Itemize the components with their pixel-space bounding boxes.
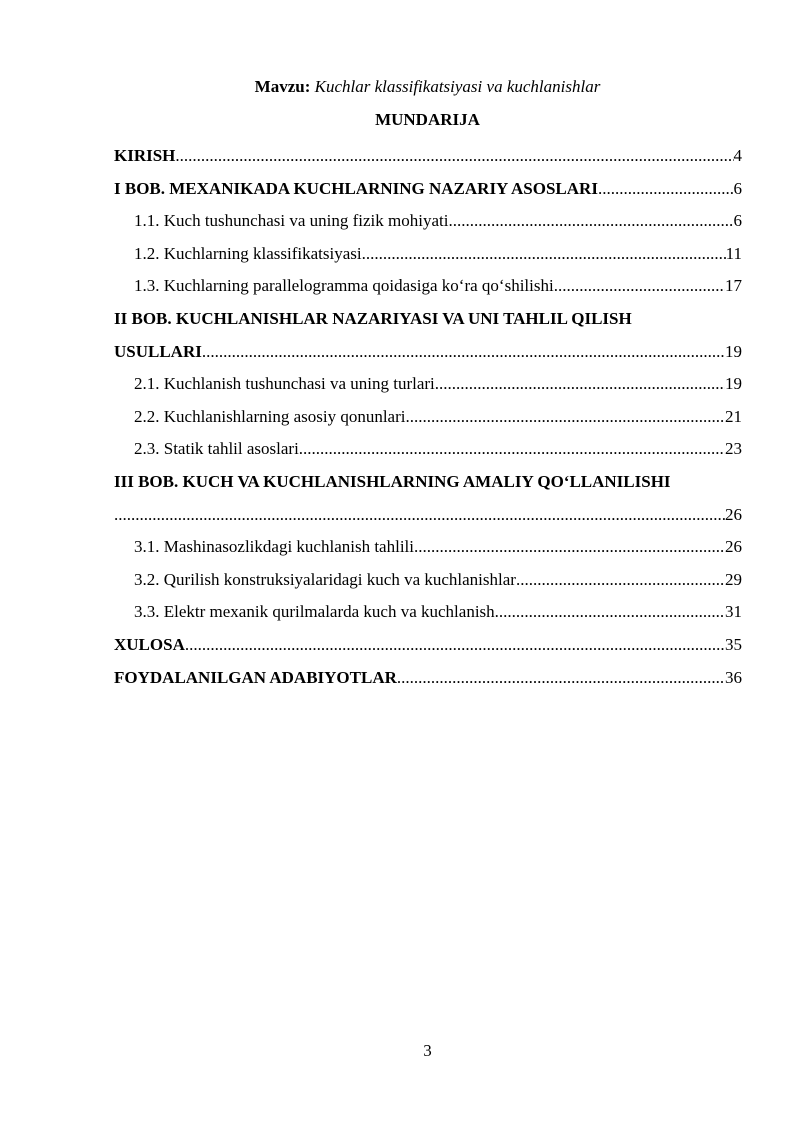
toc-entry-adabiyotlar[interactable]: [114, 662, 742, 695]
toc-entry-section-3-2[interactable]: [114, 564, 742, 597]
toc-entry-label: I BOB. MEXANIKADA KUCHLARNING NAZARIY ASOSLARI: [114, 178, 598, 198]
toc-entry-chapter-2[interactable]: [114, 336, 742, 369]
toc-dot-leader: [202, 336, 725, 369]
toc-entry-page: 17: [725, 276, 742, 296]
toc-entry-section-1-3[interactable]: [114, 270, 742, 303]
toc-dot-leader: [397, 662, 725, 695]
toc-entry-page: 21: [725, 406, 742, 426]
toc-entry-section-2-1[interactable]: [114, 368, 742, 401]
toc-entry-page: 11: [725, 243, 742, 263]
toc-entry-label: 1.2. Kuchlarning klassifikatsiyasi: [134, 243, 362, 263]
toc-dot-leader: [516, 564, 725, 597]
toc-entry-chapter-1[interactable]: [114, 173, 742, 206]
toc-entry-label: 2.3. Statik tahlil asoslari: [134, 439, 299, 459]
toc-entry-label: 2.2. Kuchlanishlarning asosiy qonunlari: [134, 406, 406, 426]
toc-dot-leader: [362, 238, 726, 271]
toc-entry-chapter-2-line-1[interactable]: [114, 303, 742, 336]
toc-dot-leader: [299, 433, 725, 466]
toc-entry-page: 31: [725, 602, 742, 622]
toc-entry-page: 36: [725, 667, 742, 687]
toc-entry-page: 19: [725, 374, 742, 394]
toc-entry-label: 3.3. Elektr mexanik qurilmalarda kuch va kuchlanish: [134, 602, 495, 622]
toc-entry-label: 2.1. Kuchlanish tushunchasi va uning turlari: [134, 374, 435, 394]
toc-dot-leader: [598, 173, 734, 206]
toc-dot-leader: [448, 205, 733, 238]
toc-dot-leader: [185, 629, 725, 662]
toc-entry-chapter-3-line-1[interactable]: [114, 466, 742, 499]
table-of-contents: [114, 140, 742, 694]
toc-dot-leader: [414, 531, 725, 564]
toc-entry-page: 23: [725, 439, 742, 459]
toc-entry-xulosa[interactable]: [114, 629, 742, 662]
page-number: 3: [423, 1041, 432, 1060]
document-topic: [0, 76, 800, 98]
toc-dot-leader: [175, 140, 733, 173]
toc-entry-page: 6: [733, 178, 742, 198]
toc-dot-leader: [406, 401, 726, 434]
toc-entry-section-1-2[interactable]: [114, 238, 742, 271]
toc-entry-label: USULLARI: [114, 341, 202, 361]
toc-entry-kirish[interactable]: [114, 140, 742, 173]
toc-entry-label: 1.3. Kuchlarning parallelogramma qoidasiga ko‘ra qo‘shilishi: [134, 276, 554, 296]
toc-entry-label: XULOSA: [114, 634, 185, 654]
toc-dot-leader: [114, 499, 725, 532]
toc-entry-label: III BOB. KUCH VA KUCHLANISHLARNING AMALIY QO‘LLANILISHI: [114, 471, 671, 491]
toc-dot-leader: [495, 596, 725, 629]
toc-entry-page: 19: [725, 341, 742, 361]
toc-dot-leader: [435, 368, 725, 401]
toc-entry-label: 3.1. Mashinasozlikdagi kuchlanish tahlili: [134, 537, 414, 557]
toc-entry-page: 6: [733, 211, 742, 231]
toc-entry-label: KIRISH: [114, 146, 176, 165]
toc-entry-page: 35: [725, 634, 742, 654]
topic-prefix: Mavzu:: [254, 77, 311, 96]
toc-heading: MUNDARIJA: [375, 110, 480, 129]
toc-entry-label: FOYDALANILGAN ADABIYOTLAR: [114, 667, 397, 687]
toc-entry-section-1-1[interactable]: [114, 205, 742, 238]
toc-entry-chapter-3[interactable]: [114, 499, 742, 532]
toc-entry-section-3-1[interactable]: [114, 531, 742, 564]
toc-entry-section-2-3[interactable]: [114, 433, 742, 466]
toc-entry-page: 4: [733, 146, 742, 165]
topic-title: Kuchlar klassifikatsiyasi va kuchlanishlar: [314, 77, 601, 96]
toc-entry-page: 26: [725, 504, 742, 524]
toc-entry-label: 1.1. Kuch tushunchasi va uning fizik mohiyati: [134, 211, 449, 231]
toc-entry-label: 3.2. Qurilish konstruksiyalaridagi kuch va kuchlanishlar: [134, 569, 516, 589]
toc-entry-page: 26: [725, 537, 742, 557]
toc-entry-section-3-3[interactable]: [114, 596, 742, 629]
toc-dot-leader: [554, 270, 725, 303]
toc-entry-label: II BOB. KUCHLANISHLAR NAZARIYASI VA UNI TAHLIL QILISH: [114, 308, 632, 328]
toc-entry-section-2-2[interactable]: [114, 401, 742, 434]
toc-entry-page: 29: [725, 569, 742, 589]
